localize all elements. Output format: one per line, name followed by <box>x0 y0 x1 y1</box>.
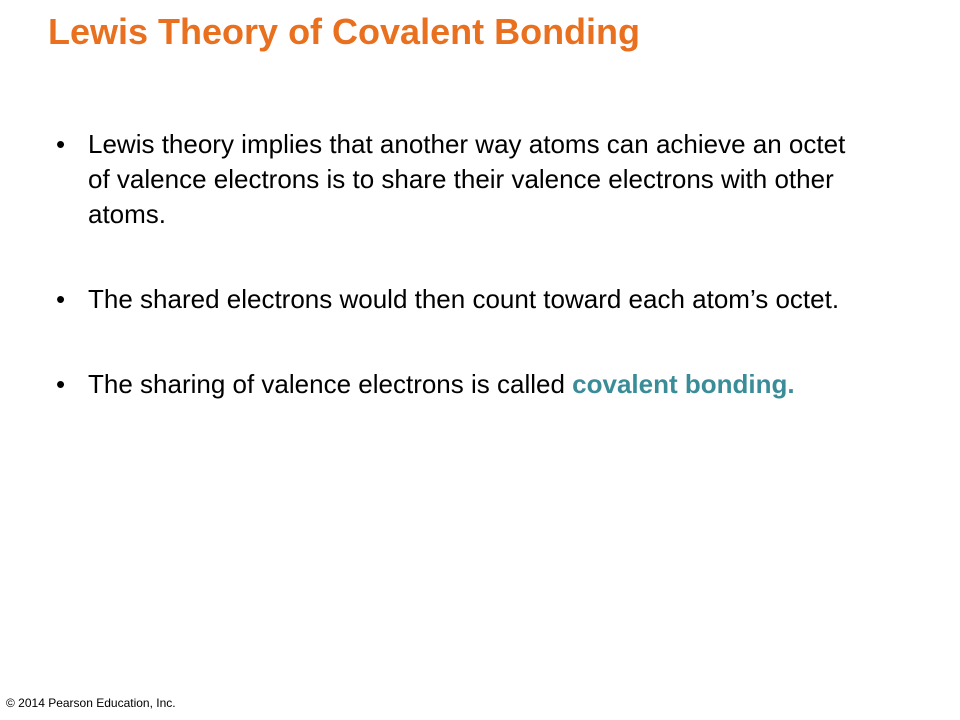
copyright-footer: © 2014 Pearson Education, Inc. <box>6 696 176 710</box>
bullet-marker: • <box>56 284 66 314</box>
bullet-item-3 <box>56 367 846 402</box>
slide-title: Lewis Theory of Covalent Bonding <box>48 11 641 52</box>
bullet-text: Lewis theory implies that another way atoms can achieve an octet of valence electrons is to share their valence electrons with other atoms. <box>88 129 846 229</box>
bullet-list <box>56 127 846 452</box>
highlighted-term: covalent bonding. <box>572 369 795 399</box>
bullet-text: The sharing of valence electrons is called <box>88 369 573 399</box>
bullet-item-1 <box>56 127 846 232</box>
bullet-item-2 <box>56 282 846 317</box>
bullet-text: The shared electrons would then count toward each atom’s octet. <box>88 284 840 314</box>
bullet-marker: • <box>56 369 66 399</box>
bullet-marker: • <box>56 129 66 159</box>
